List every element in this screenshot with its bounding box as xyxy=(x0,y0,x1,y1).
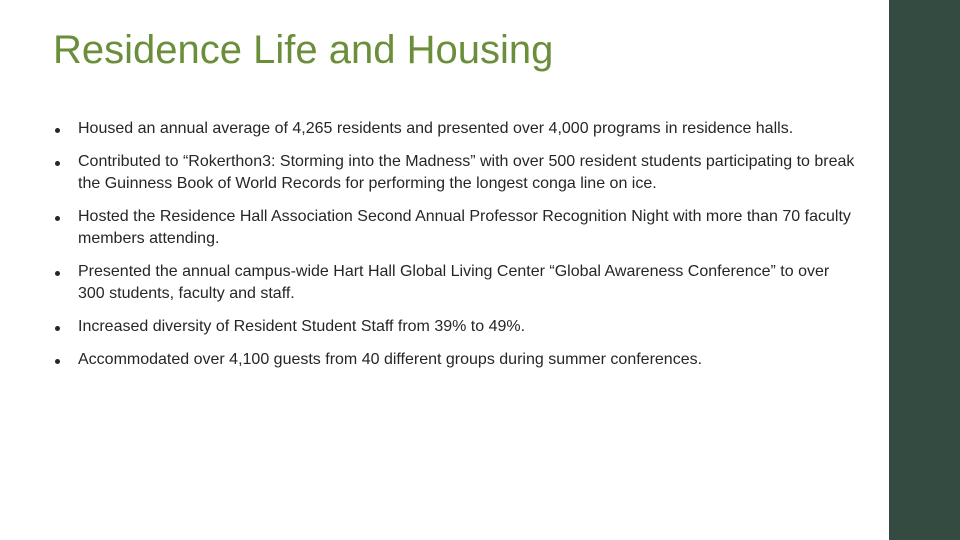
bullet-dot-icon xyxy=(55,326,60,331)
bullet-text: Hosted the Residence Hall Association Second Annual Professor Recognition Night with more than 70 faculty members attending. xyxy=(78,208,851,247)
bullet-dot-icon xyxy=(55,216,60,221)
bullet-item xyxy=(55,349,855,371)
slide-title: Residence Life and Housing xyxy=(53,28,554,72)
bullet-text: Contributed to “Rokerthon3: Storming into the Madness” with over 500 resident students participating to break the Guinness Book of World Records for performing the longest conga line on ice. xyxy=(78,153,855,192)
accent-side-bar xyxy=(889,0,960,540)
bullet-text: Housed an annual average of 4,265 residents and presented over 4,000 programs in residence halls. xyxy=(78,120,794,137)
bullet-text: Increased diversity of Resident Student Staff from 39% to 49%. xyxy=(78,318,526,335)
bullet-item xyxy=(55,151,855,195)
bullet-dot-icon xyxy=(55,161,60,166)
bullet-list xyxy=(55,118,855,382)
bullet-text: Presented the annual campus-wide Hart Hall Global Living Center “Global Awareness Conference” to over 300 students, faculty and staff. xyxy=(78,263,830,302)
bullet-dot-icon xyxy=(55,128,60,133)
bullet-dot-icon xyxy=(55,271,60,276)
bullet-item xyxy=(55,118,855,140)
bullet-item xyxy=(55,316,855,338)
bullet-dot-icon xyxy=(55,359,60,364)
bullet-item xyxy=(55,261,855,305)
bullet-text: Accommodated over 4,100 guests from 40 different groups during summer conferences. xyxy=(78,351,703,368)
bullet-item xyxy=(55,206,855,250)
